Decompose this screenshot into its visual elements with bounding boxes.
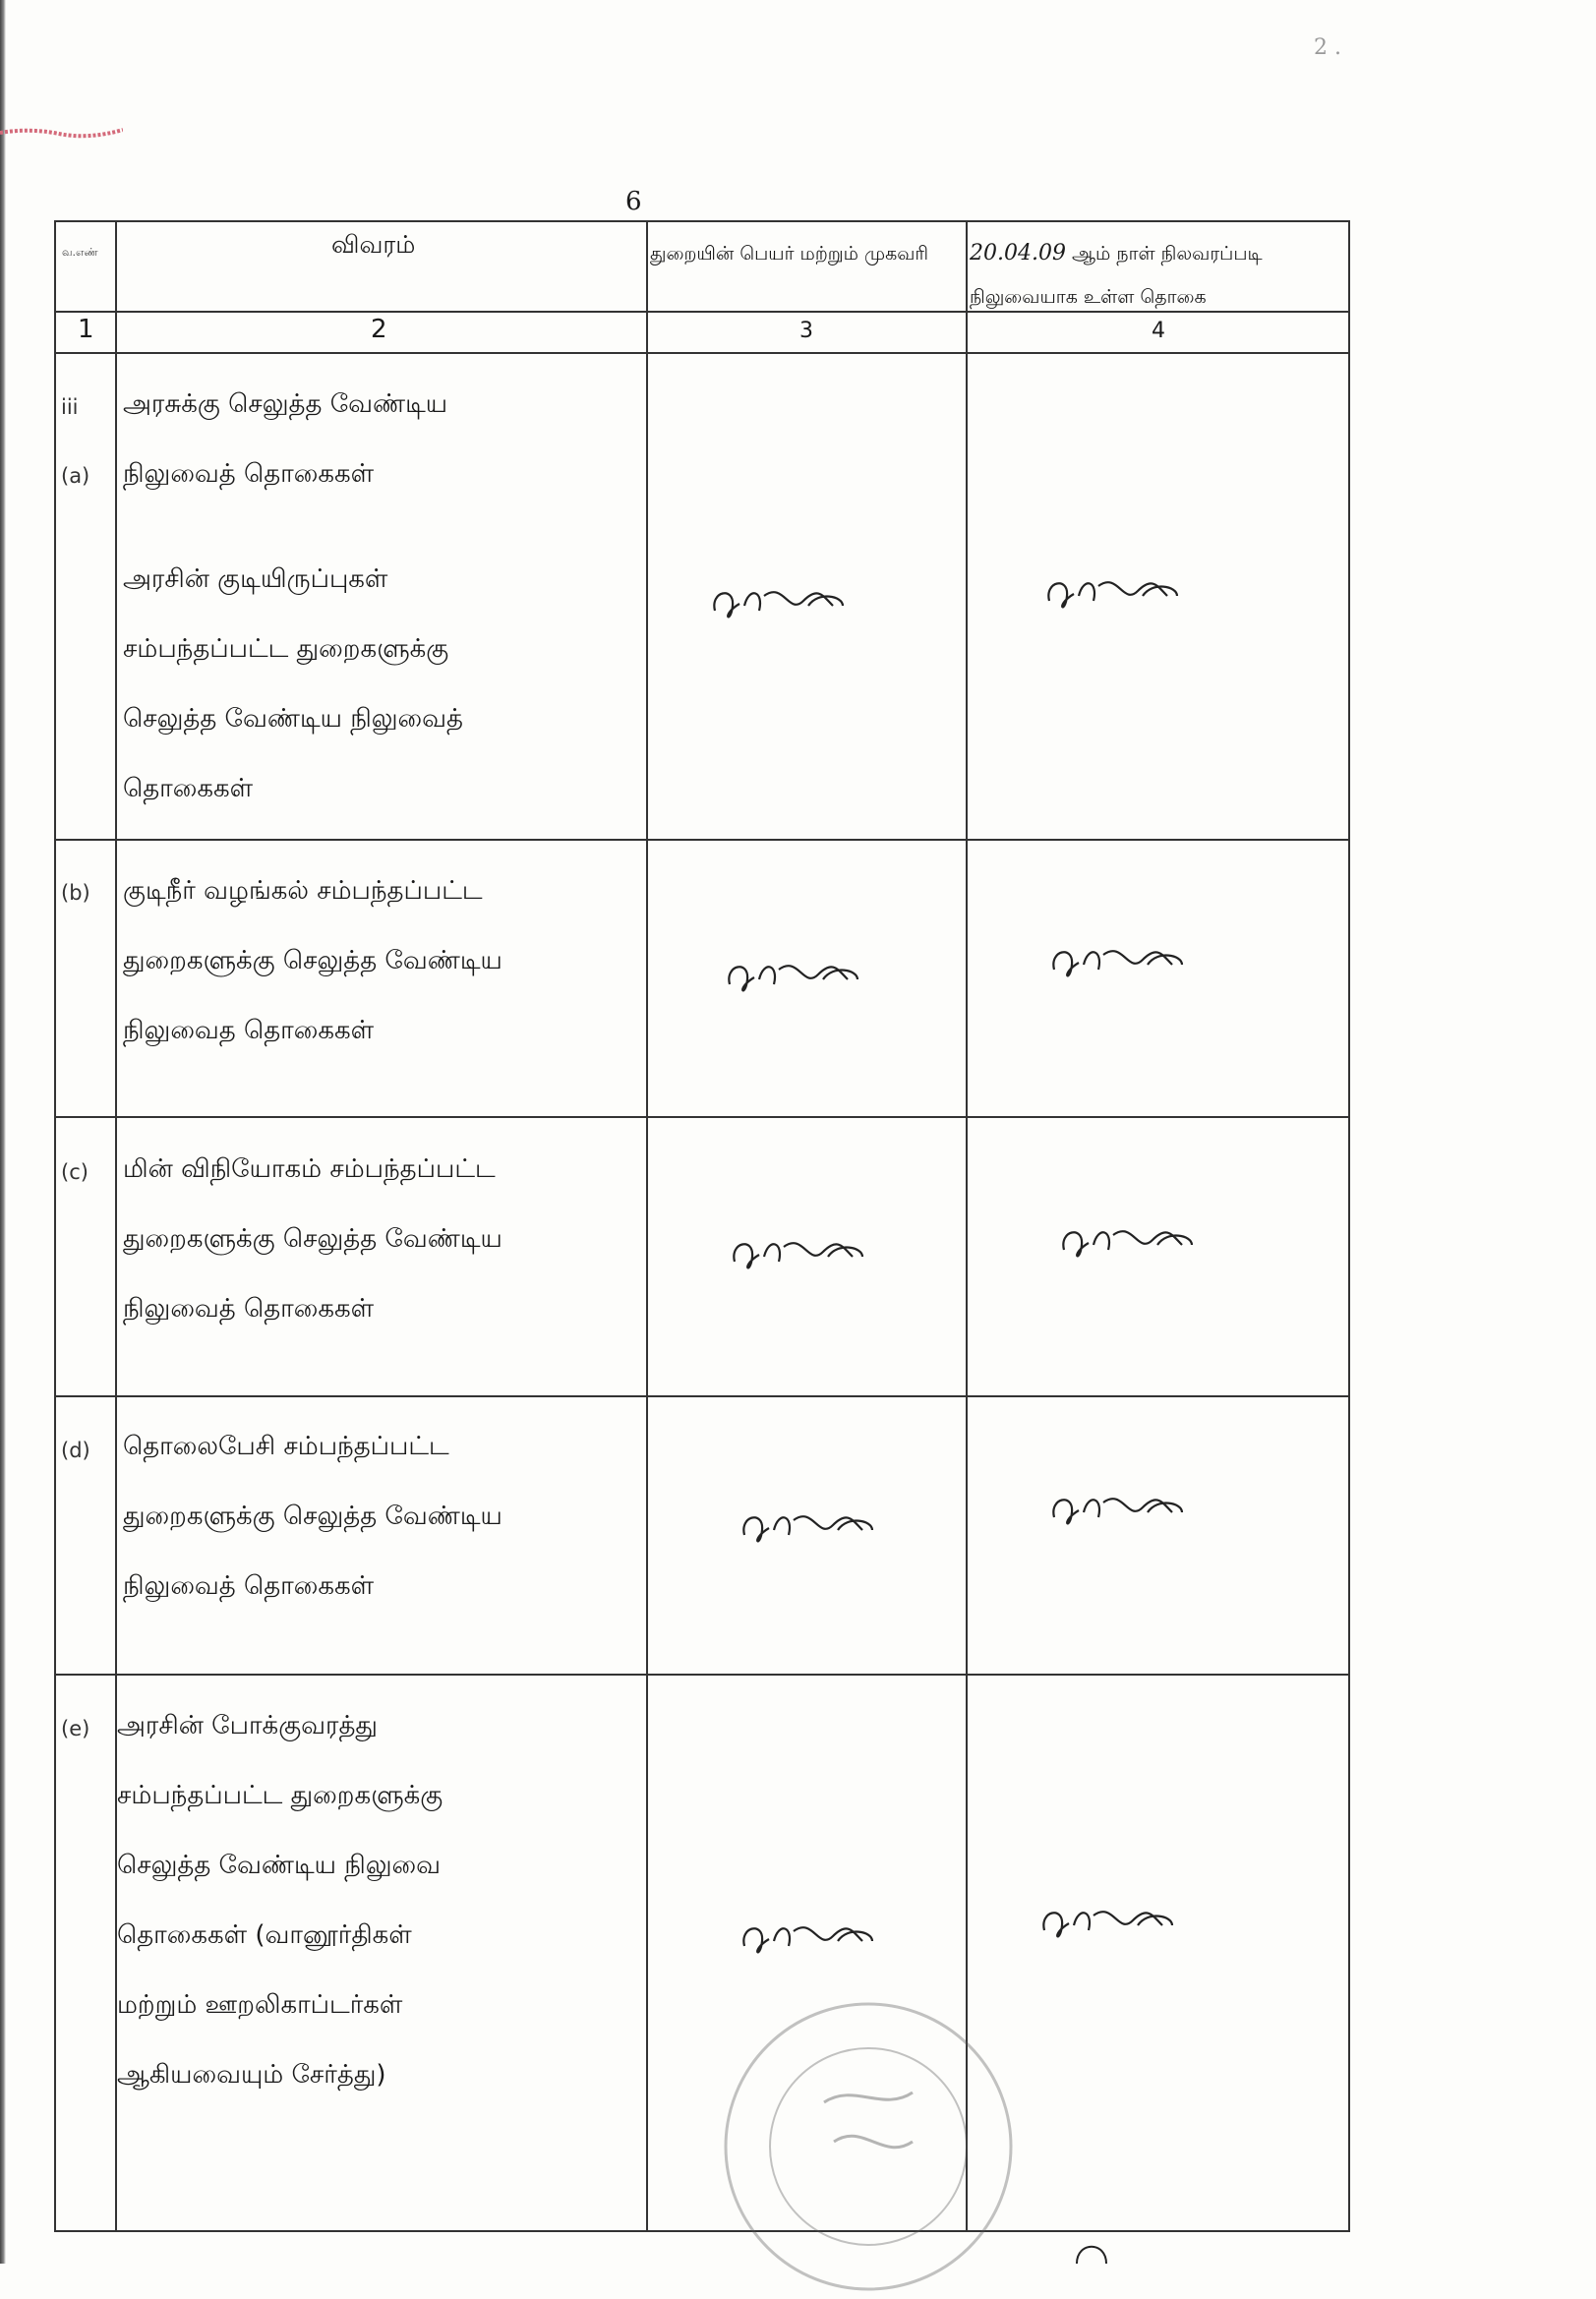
column-divider xyxy=(966,222,968,2230)
header-amount-text: ஆம் நாள் நிலவரப்படி நிலுவையாக உள்ள தொகை xyxy=(970,243,1263,308)
description-line: அரசின் குடியிருப்புகள் xyxy=(123,564,388,594)
description-line: துறைகளுக்கு செலுத்த வேண்டிய xyxy=(123,946,502,975)
handwritten-nil-mark xyxy=(1039,566,1187,616)
header-amount xyxy=(970,232,1343,319)
row-description xyxy=(123,856,634,1066)
binding-thread xyxy=(0,126,123,140)
description-line: துறைகளுக்கு செலுத்த வேண்டிய xyxy=(123,1502,502,1531)
handwritten-nil-mark xyxy=(1044,935,1192,984)
column-number: 4 xyxy=(1152,319,1165,343)
column-divider xyxy=(646,222,648,2230)
row-label: iii xyxy=(61,395,79,419)
description-line: நிலுவைத் தொகைகள் xyxy=(123,459,375,489)
description-line: மற்றும் ஊறலிகாப்டர்கள் xyxy=(117,1990,403,2020)
description-line: தொலைபேசி சம்பந்தப்பட்ட xyxy=(123,1432,449,1461)
handwritten-nil-mark xyxy=(735,1501,882,1550)
description-line: நிலுவைத் தொகைகள் xyxy=(123,1294,375,1324)
row-label: (b) xyxy=(61,881,90,905)
description-line: சம்பந்தப்பட்ட துறைகளுக்கு xyxy=(123,634,449,664)
office-seal xyxy=(716,1994,1021,2299)
column-number: 1 xyxy=(78,315,94,344)
description-line: அரசுக்கு செலுத்த வேண்டிய xyxy=(123,389,448,419)
row-description xyxy=(123,370,634,824)
row-divider xyxy=(56,1395,1348,1397)
row-description xyxy=(123,1412,634,1621)
description-line: நிலுவைத தொகைகள் xyxy=(123,1016,375,1045)
row-label: (e) xyxy=(61,1717,90,1740)
handwritten-nil-mark xyxy=(720,950,867,999)
header-description: விவரம் xyxy=(331,230,416,259)
row-description xyxy=(117,1691,628,2110)
handwritten-nil-mark xyxy=(1054,1215,1202,1265)
row-divider xyxy=(56,1674,1348,1676)
corner-mark: 2 . xyxy=(1314,35,1341,60)
handwritten-nil-mark xyxy=(1034,1896,1182,1945)
handwritten-nil-mark xyxy=(705,576,853,625)
dues-table xyxy=(54,220,1350,2232)
description-line: நிலுவைத் தொகைகள் xyxy=(123,1571,375,1601)
page-number: 6 xyxy=(625,187,642,216)
column-number: 3 xyxy=(799,319,813,343)
description-line: செலுத்த வேண்டிய நிலுவைத் xyxy=(123,704,463,734)
description-line: தொகைகள் (வானூர்திகள் xyxy=(117,1920,412,1950)
handwritten-nil-mark xyxy=(725,1227,872,1276)
description-line: செலுத்த வேண்டிய நிலுவை xyxy=(117,1851,442,1880)
binding-edge xyxy=(0,0,6,2264)
description-line: தொகைகள் xyxy=(123,774,254,803)
row-label: (c) xyxy=(61,1160,89,1184)
row-divider xyxy=(56,839,1348,841)
row-label: (a) xyxy=(61,464,90,488)
header-serial: வ.எண் xyxy=(62,246,98,259)
description-line: ஆகியவையும் சேர்த்து) xyxy=(117,2060,386,2090)
description-line: சம்பந்தப்பட்ட துறைகளுக்கு xyxy=(117,1781,443,1810)
description-line: அரசின் போக்குவரத்து xyxy=(117,1711,378,1740)
row-label: (d) xyxy=(61,1439,90,1462)
row-divider xyxy=(56,1116,1348,1118)
pen-mark xyxy=(1072,2236,1111,2266)
handwritten-nil-mark xyxy=(1044,1483,1192,1532)
row-description xyxy=(123,1135,634,1344)
description-line: துறைகளுக்கு செலுத்த வேண்டிய xyxy=(123,1224,502,1254)
column-number: 2 xyxy=(371,315,387,344)
description-line xyxy=(123,509,634,545)
header-department: துறையின் பெயர் மற்றும் முகவரி xyxy=(650,243,929,265)
header-amount-date: 20.04.09 xyxy=(970,241,1066,265)
handwritten-nil-mark xyxy=(735,1912,882,1961)
row-divider xyxy=(56,352,1348,354)
description-line: மின் விநியோகம் சம்பந்தப்பட்ட xyxy=(123,1154,496,1184)
description-line: குடிநீர் வழங்கல் சம்பந்தப்பட்ட xyxy=(123,876,483,906)
